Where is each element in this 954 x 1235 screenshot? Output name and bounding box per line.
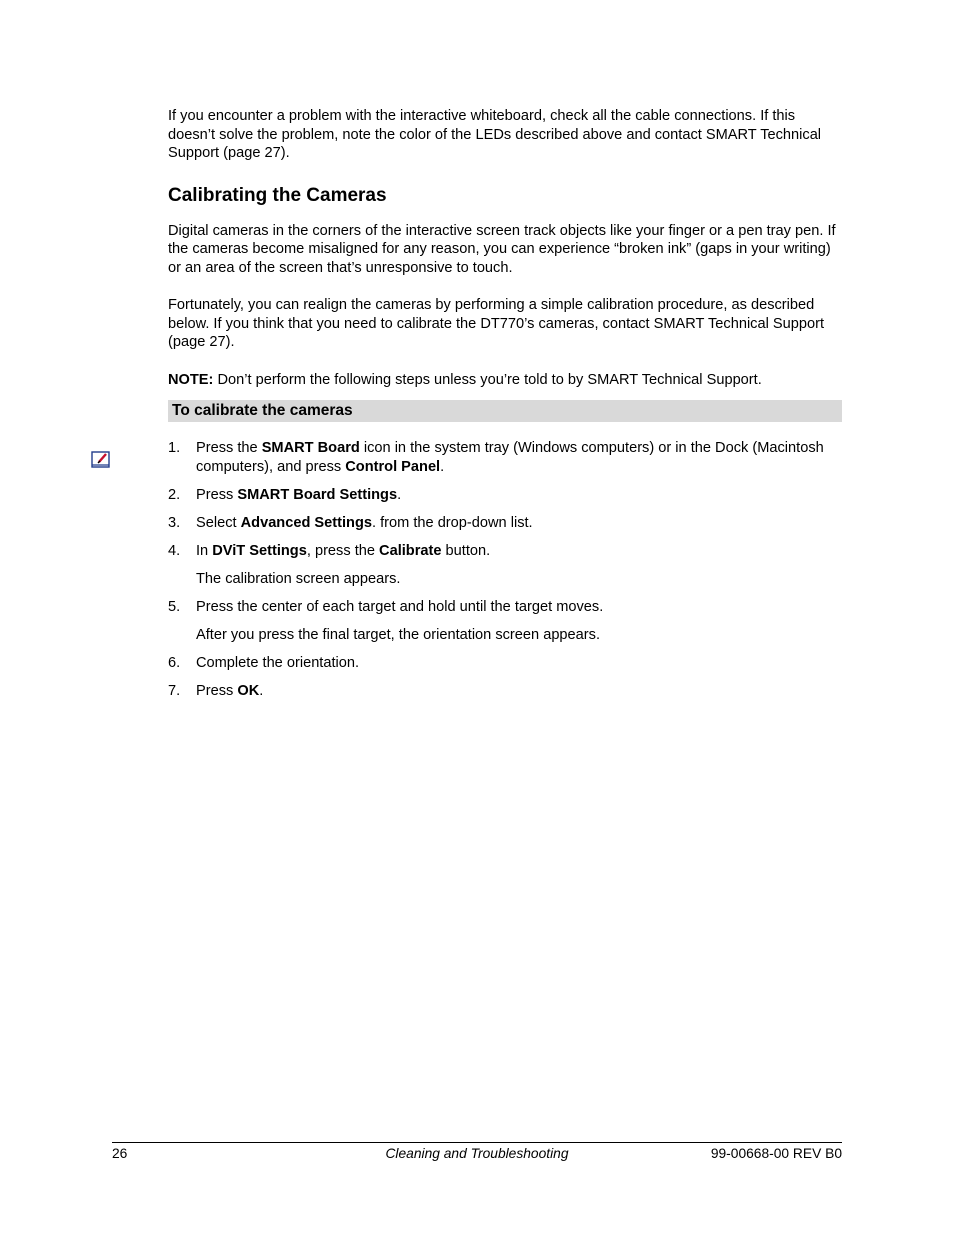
step-bold-term: Control Panel [345,458,441,475]
step-text-part: Press [196,486,238,503]
note-label: NOTE: [168,371,214,388]
procedure-pencil-icon [91,451,111,469]
step-result: After you press the final target, the orientation screen appears. [196,626,600,643]
step-number: 2. [168,486,181,503]
step-text [196,682,842,701]
paragraph-cameras: Digital cameras in the corners of the interactive screen track objects like your finger or a pen tray pen. If the cameras become misaligned for any reason, you can experience “broken ink” (gaps in your writing) or an area of the screen that’s unresponsive to touch. [168,222,836,276]
step-text-part: Press [196,682,238,699]
step-text: Press the center of each target and hold until the target moves. [196,598,604,615]
step-number: 6. [168,654,181,671]
step-number: 5. [168,598,181,615]
intro-paragraph: If you encounter a problem with the interactive whiteboard, check all the cable connections. If this doesn’t solve the problem, note the color of the LEDs described above and contact SMART Technical Support (page 27). [168,108,822,161]
step-text-part: . [440,458,445,475]
step-text-part: . from the drop-down list. [372,514,533,531]
step-bold-term: OK [237,682,260,699]
step-bold-term: SMART Board Settings [237,486,398,503]
footer-doc-id: 99-00668-00 REV B0 [710,1146,842,1161]
step-bold-term: SMART Board [261,440,360,456]
step-2 [168,486,842,505]
step-text [196,514,842,533]
step-number: 7. [168,682,181,699]
procedure-steps [168,439,842,700]
note-text: Don’t perform the following steps unless you’re told to by SMART Technical Support. [217,371,762,388]
step-text-part: In [196,542,213,559]
step-text: Complete the orientation. [196,654,360,671]
step-3 [168,514,842,533]
step-text-part: . [259,682,264,699]
procedure-heading: To calibrate the cameras [168,400,842,422]
page-footer [112,1142,842,1165]
step-text-part: icon in the system tray (Windows computers) or in the Dock (Macintosh computers), and press [196,440,824,475]
section-title: Calibrating the Cameras [168,184,387,206]
footer-chapter: Cleaning and Troubleshooting [385,1146,569,1161]
paragraph-realign: Fortunately, you can realign the cameras by performing a simple calibration procedure, as described below. If you think that you need to calibrate the DT770’s cameras, contact SMART Technical Support (page 27). [168,297,825,350]
step-text-part: , press the [306,542,380,559]
page-content [168,107,842,710]
step-number: 1. [168,440,181,456]
step-text-part: . [397,486,402,503]
step-number: 3. [168,514,181,531]
step-5 [168,598,842,617]
footer-page-number: 26 [112,1146,128,1161]
step-text [196,486,842,505]
step-text [196,439,842,476]
step-text-part: Select [196,514,241,531]
step-bold-term: Calibrate [379,542,442,559]
step-6 [168,654,842,673]
step-bold-term: DViT Settings [212,542,307,559]
step-text [196,542,842,561]
step-number: 4. [168,542,181,559]
step-text-part: Press the [196,440,262,456]
step-1 [168,439,842,476]
step-result: The calibration screen appears. [196,570,401,587]
step-4 [168,542,842,561]
step-text-part: button. [441,542,491,559]
step-bold-term: Advanced Settings [240,514,372,531]
step-7 [168,682,842,701]
note [168,371,842,390]
